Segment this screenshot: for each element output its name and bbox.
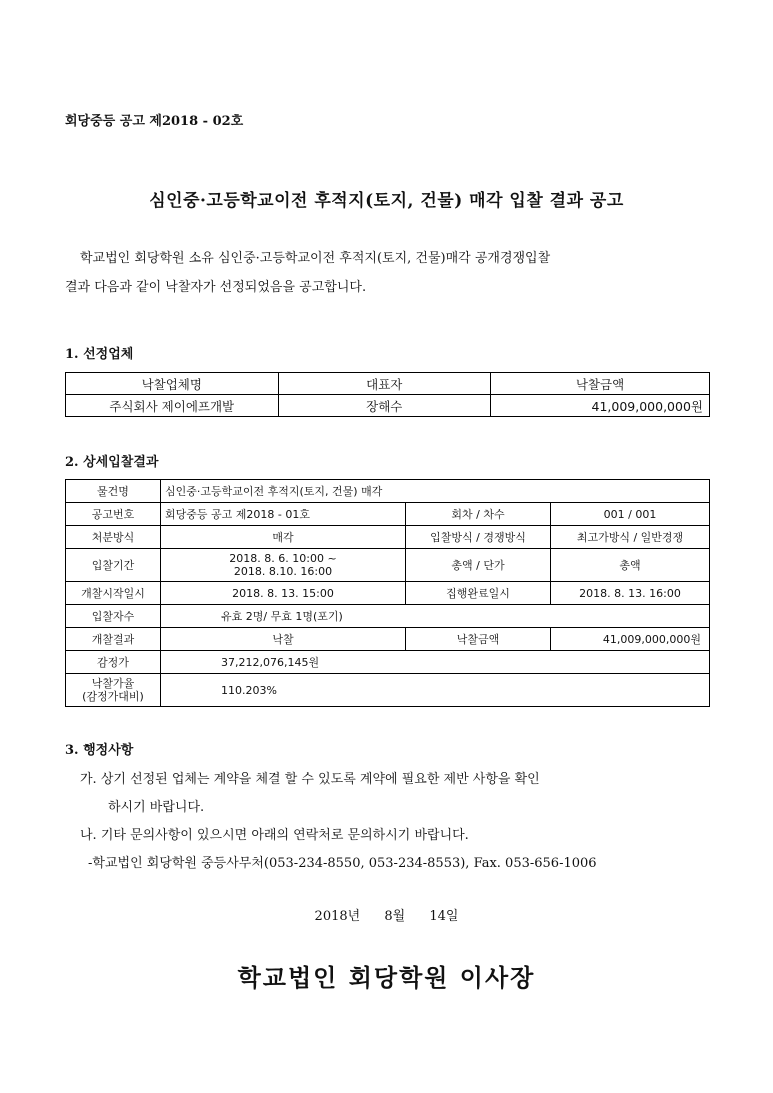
open-label: 개찰시작일시 bbox=[66, 582, 161, 605]
disposal-label: 처분방식 bbox=[66, 526, 161, 549]
table-row bbox=[66, 582, 710, 605]
date-day: 14일 bbox=[429, 909, 459, 924]
table-row bbox=[66, 628, 710, 651]
section1-heading: 1. 선정업체 bbox=[65, 347, 134, 362]
round-value: 001 / 001 bbox=[551, 503, 710, 526]
header-representative: 대표자 bbox=[278, 373, 491, 395]
header-company: 낙찰업체명 bbox=[66, 373, 279, 395]
exec-value: 2018. 8. 13. 16:00 bbox=[551, 582, 710, 605]
signature: 학교법인 회당학원 이사장 bbox=[237, 963, 536, 992]
disposal-value: 매각 bbox=[161, 526, 406, 549]
result-value: 낙찰 bbox=[161, 628, 406, 651]
table-row bbox=[66, 395, 710, 417]
admin-item-b: 나. 기타 문의사항이 있으시면 아래의 연락처로 문의하시기 바랍니다. bbox=[80, 828, 469, 843]
table-row bbox=[66, 674, 710, 707]
notice-number: 회당중등 공고 제2018 - 02호 bbox=[65, 114, 244, 129]
period-label: 입찰기간 bbox=[66, 549, 161, 582]
rate-label-line-2: (감정가대비) bbox=[82, 690, 144, 703]
bid-method-label: 입찰방식 / 경쟁방식 bbox=[406, 526, 551, 549]
item-value: 심인중·고등학교이전 후적지(토지, 건물) 매각 bbox=[161, 480, 710, 503]
intro-paragraph bbox=[65, 244, 715, 302]
open-value: 2018. 8. 13. 15:00 bbox=[161, 582, 406, 605]
win-amount-value: 41,009,000,000원 bbox=[551, 628, 710, 651]
notice-date bbox=[0, 905, 773, 924]
table-row bbox=[66, 503, 710, 526]
table-row bbox=[66, 651, 710, 674]
bid-detail-table bbox=[65, 479, 710, 707]
selected-company-table bbox=[65, 372, 710, 417]
rate-label bbox=[66, 674, 161, 707]
period-end: 2018. 8.10. 16:00 bbox=[233, 565, 333, 578]
admin-item-a-line-2: 하시기 바랍니다. bbox=[108, 800, 205, 815]
date-year: 2018년 bbox=[314, 909, 361, 924]
table-row bbox=[66, 480, 710, 503]
bidders-value: 유효 2명/ 무효 1명(포기) bbox=[161, 605, 710, 628]
total-value: 총액 bbox=[551, 549, 710, 582]
exec-label: 집행완료일시 bbox=[406, 582, 551, 605]
period-value bbox=[161, 549, 406, 582]
rate-label-line-1: 낙찰가율 bbox=[91, 677, 135, 690]
table-row bbox=[66, 605, 710, 628]
notice-label: 공고번호 bbox=[66, 503, 161, 526]
section3-heading: 3. 행정사항 bbox=[65, 743, 134, 758]
bid-method-value: 최고가방식 / 일반경쟁 bbox=[551, 526, 710, 549]
round-label: 회차 / 차수 bbox=[406, 503, 551, 526]
date-month: 8월 bbox=[384, 909, 406, 924]
company-name: 주식회사 제이에프개발 bbox=[66, 395, 279, 417]
table-header-row bbox=[66, 373, 710, 395]
contact-info: -학교법인 회당학원 중등사무처(053-234-8550, 053-234-8553), Fax. 053-656-1006 bbox=[88, 856, 597, 871]
bidders-label: 입찰자수 bbox=[66, 605, 161, 628]
intro-line-1: 학교법인 회당학원 소유 심인중·고등학교이전 후적지(토지, 건물)매각 공개경쟁입찰 bbox=[80, 251, 551, 266]
header-amount: 낙찰금액 bbox=[491, 373, 710, 395]
win-amount-label: 낙찰금액 bbox=[406, 628, 551, 651]
table-row bbox=[66, 526, 710, 549]
table-row bbox=[66, 549, 710, 582]
section2-heading: 2. 상세입찰결과 bbox=[65, 455, 159, 470]
total-label: 총액 / 단가 bbox=[406, 549, 551, 582]
page-title: 심인중·고등학교이전 후적지(토지, 건물) 매각 입찰 결과 공고 bbox=[149, 191, 624, 211]
admin-notes bbox=[80, 766, 720, 878]
appraisal-label: 감정가 bbox=[66, 651, 161, 674]
result-label: 개찰결과 bbox=[66, 628, 161, 651]
appraisal-value: 37,212,076,145원 bbox=[161, 651, 710, 674]
rate-value: 110.203% bbox=[161, 674, 710, 707]
period-start: 2018. 8. 6. 10:00 ~ bbox=[229, 552, 337, 565]
representative-name: 장해수 bbox=[278, 395, 491, 417]
item-label: 물건명 bbox=[66, 480, 161, 503]
notice-value: 회당중등 공고 제2018 - 01호 bbox=[161, 503, 406, 526]
admin-item-a-line-1: 가. 상기 선정된 업체는 계약을 체결 할 수 있도록 계약에 필요한 제반 사항을 확인 bbox=[80, 772, 540, 787]
winning-amount: 41,009,000,000원 bbox=[491, 395, 710, 417]
intro-line-2: 결과 다음과 같이 낙찰자가 선정되었음을 공고합니다. bbox=[65, 280, 367, 295]
